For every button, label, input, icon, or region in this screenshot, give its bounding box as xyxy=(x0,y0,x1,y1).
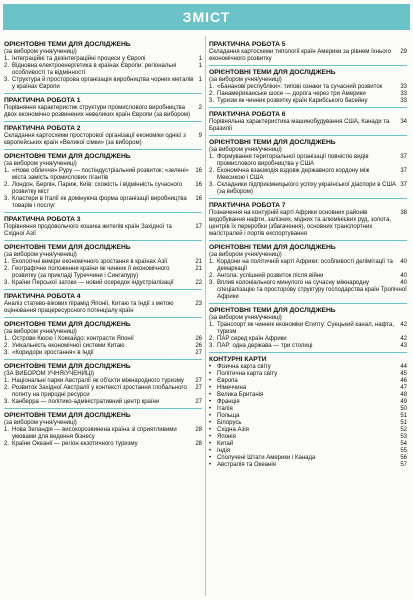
item-text xyxy=(12,77,202,91)
item-number: • xyxy=(209,462,212,468)
item-page: 47 xyxy=(400,385,407,391)
toc-item[interactable] xyxy=(4,350,202,357)
item-title: Кордони на політичній карті Африки: особливості делімітації та демаркації xyxy=(217,259,393,272)
toc-item[interactable] xyxy=(4,427,202,441)
item-page: 26 xyxy=(195,336,202,342)
item-number: • xyxy=(209,406,212,412)
section-title: ОРІЄНТОВНІ ТЕМИ ДЛЯ ДОСЛІДЖЕНЬ xyxy=(4,412,131,419)
section-subtitle: (ЗА ВИБОРОМ УЧНЯ/УЧЕНИЦІ) xyxy=(4,371,95,377)
item-number: 2. xyxy=(209,168,215,174)
toc-item[interactable] xyxy=(209,385,407,392)
section-title: ПРАКТИЧНА РОБОТА 6 xyxy=(209,111,286,118)
item-text xyxy=(217,392,407,399)
item-number: • xyxy=(209,385,212,391)
item-title: Європа xyxy=(217,378,238,384)
item-title: Фізична карта світу xyxy=(217,364,271,370)
toc-item[interactable] xyxy=(209,91,407,98)
item-number: 3. xyxy=(209,343,215,349)
section-description-text: Порівняння характеристик структури промислового виробництва двох економічно розвинених невеликих країн Європи (за вибором) xyxy=(4,105,191,118)
section-subtitle: (за вибором учня/учениці) xyxy=(209,77,282,83)
item-number: 1. xyxy=(4,259,10,265)
section-subtitle: (за вибором учня/учениці) xyxy=(4,252,77,258)
toc-item[interactable] xyxy=(209,392,407,399)
item-title: Індія xyxy=(217,448,231,454)
section-subtitle: (за вибором учня/учениці) xyxy=(209,147,282,153)
section-description-text: Складання картосхеми просторової організації економіки однієї з європейських країн «Великої сімки» (за вибором) xyxy=(4,133,186,146)
toc-item[interactable] xyxy=(209,399,407,406)
toc-section xyxy=(4,289,202,315)
item-text xyxy=(12,343,202,350)
section-description[interactable] xyxy=(4,301,202,315)
section-title: ОРІЄНТОВНІ ТЕМИ ДЛЯ ДОСЛІДЖЕНЬ xyxy=(4,363,131,370)
item-title: Туризм як чинник розвитку країн Карибського басейну xyxy=(217,98,368,104)
toc-item[interactable] xyxy=(209,336,407,343)
section-description[interactable] xyxy=(209,49,407,63)
item-title: Японія xyxy=(217,434,236,440)
item-number: 2. xyxy=(4,343,10,349)
item-number: 2. xyxy=(209,91,215,97)
item-number: 3. xyxy=(4,399,10,405)
item-number: 1. xyxy=(209,259,215,265)
item-page: 21 xyxy=(195,266,202,272)
section-description-text: Складання картосхеми типології країн Америки за рівнем їхнього економічного розвитку xyxy=(209,49,391,62)
item-number: 3. xyxy=(209,182,215,188)
item-text xyxy=(217,91,407,98)
section-title: ПРАКТИЧНА РОБОТА 2 xyxy=(4,125,81,132)
section-subtitle: (за вибором учня/учениці) xyxy=(4,49,77,55)
item-title: «Бананові республіки»: типові ознаки та сучасний розвиток xyxy=(217,84,383,90)
item-title: Польща xyxy=(217,413,240,419)
item-text xyxy=(217,154,407,168)
toc-section xyxy=(209,135,407,196)
section-description[interactable] xyxy=(4,224,202,238)
toc-item[interactable] xyxy=(4,441,202,448)
section-page: 17 xyxy=(195,224,202,230)
item-title: Сполучені Штати Америки і Канада xyxy=(217,455,316,461)
item-title: Унікальність економічної системи Китаю xyxy=(12,343,125,349)
item-text xyxy=(12,350,202,357)
item-number: 1. xyxy=(209,154,215,160)
section-description-text: Позначення на контурній карті Африки основних районів видобування нафти, залізних, мідних та алюмінієвих руд, золота, центрів їх переробки (збагачення), основних транспортних магістралей і портів експортування xyxy=(209,210,392,237)
item-number: • xyxy=(209,413,212,419)
item-text xyxy=(217,378,407,385)
toc-item[interactable] xyxy=(4,196,202,210)
toc-section xyxy=(209,65,407,105)
item-page: 22 xyxy=(195,280,202,286)
item-number: 1. xyxy=(209,322,215,328)
item-page: 42 xyxy=(400,322,407,328)
item-number: 1. xyxy=(4,378,10,384)
item-title: Панамериканське шосе — дорога через три Америки xyxy=(217,91,366,97)
toc-section xyxy=(4,149,202,210)
item-page: 33 xyxy=(400,98,407,104)
toc-item[interactable] xyxy=(209,182,407,196)
item-text xyxy=(217,336,407,343)
item-title: Національні парки Австралії як об'єкти міжнародного туризму xyxy=(12,378,184,384)
section-subtitle: (за вибором учня/учениці) xyxy=(4,420,77,426)
toc-item[interactable] xyxy=(209,371,407,378)
item-text xyxy=(217,455,407,462)
item-text xyxy=(217,399,407,406)
section-subtitle: (за вибором учня/учениці) xyxy=(209,315,282,321)
item-page: 1 xyxy=(198,77,202,83)
item-title: Німеччина xyxy=(217,385,247,391)
item-page: 16 xyxy=(195,196,202,202)
item-title: Складники підприємницького успіху української діаспори в США (за вибором) xyxy=(217,182,396,195)
item-text xyxy=(217,462,407,469)
item-page: 53 xyxy=(400,434,407,440)
toc-item[interactable] xyxy=(4,182,202,196)
item-text xyxy=(12,56,202,63)
item-text xyxy=(217,406,407,413)
toc-item[interactable] xyxy=(4,343,202,350)
toc-section xyxy=(4,317,202,357)
item-number: 2. xyxy=(4,441,10,447)
toc-item[interactable] xyxy=(209,448,407,455)
toc-item[interactable] xyxy=(209,420,407,427)
toc-item[interactable] xyxy=(4,378,202,385)
toc-item[interactable] xyxy=(209,434,407,441)
item-number: 2. xyxy=(4,385,10,391)
item-page: 45 xyxy=(400,371,407,377)
item-page: 28 xyxy=(195,441,202,447)
section-description[interactable] xyxy=(4,105,202,119)
toc-item[interactable] xyxy=(4,56,202,63)
item-text xyxy=(12,196,202,210)
item-title: Білорусь xyxy=(217,420,242,426)
item-title: Розвиток Західної Австралії у контексті зростання глобального попиту на природні ресурси xyxy=(12,385,187,398)
item-page: 43 xyxy=(400,343,407,349)
section-subtitle: (за вибором учня/учениці) xyxy=(4,161,77,167)
item-text xyxy=(217,385,407,392)
item-text xyxy=(217,434,407,441)
item-page: 54 xyxy=(400,441,407,447)
contour-maps-title: КОНТУРНІ КАРТИ xyxy=(209,356,267,363)
section-page: 9 xyxy=(198,133,202,139)
item-text xyxy=(12,399,202,406)
toc-section xyxy=(4,408,202,448)
section-subtitle: (за вибором учня/учениці) xyxy=(209,252,282,258)
item-title: Канберра — політико-адміністративний центр країни xyxy=(12,399,160,405)
toc-item[interactable] xyxy=(4,168,202,182)
section-page: 38 xyxy=(400,210,407,216)
section-description-text: Порівняльна характеристика машинобудування США, Канади та Бразилії xyxy=(209,119,390,132)
item-title: Кластери в Італії як домінуюча форма організації виробництва товарів і послуг xyxy=(12,196,187,209)
section-description-text: Аналіз статево-вікових пірамід Японії, Китаю та Індії з метою оцінювання працересурсного потенціалу країн xyxy=(4,301,174,314)
item-text xyxy=(12,266,202,280)
section-title: ОРІЄНТОВНІ ТЕМИ ДЛЯ ДОСЛІДЖЕНЬ xyxy=(209,69,336,76)
item-page: 40 xyxy=(400,273,407,279)
item-title: Структура й просторова організація виробництва чорних металів у країнах Європи xyxy=(12,77,194,90)
item-title: «Нове обличчя» Руру — постіндустріальний розвиток: «зелені» міста замість промислових гігантів xyxy=(12,168,189,181)
item-title: Інтеграційні та дезінтеграційні процеси у Європі xyxy=(12,56,146,62)
item-title: Нова Зеландія — високорозвинена країна зі сприятливими умовами для ведення бізнесу xyxy=(12,427,177,440)
item-number: • xyxy=(209,427,212,433)
toc-item[interactable] xyxy=(4,280,202,287)
toc-item[interactable] xyxy=(209,406,407,413)
section-title: ПРАКТИЧНА РОБОТА 1 xyxy=(4,97,81,104)
item-page: 1 xyxy=(198,63,202,69)
section-title: ОРІЄНТОВНІ ТЕМИ ДЛЯ ДОСЛІДЖЕНЬ xyxy=(209,139,336,146)
item-page: 50 xyxy=(400,406,407,412)
section-title: ПРАКТИЧНА РОБОТА 4 xyxy=(4,293,81,300)
item-number: • xyxy=(209,420,212,426)
toc-section xyxy=(4,93,202,119)
section-description-text: Порівняння продовольчого кошика жителів країн Західної та Східної Азії xyxy=(4,224,172,237)
section-title: ОРІЄНТОВНІ ТЕМИ ДЛЯ ДОСЛІДЖЕНЬ xyxy=(4,41,131,48)
item-text xyxy=(12,259,202,266)
item-number: • xyxy=(209,455,212,461)
item-page: 56 xyxy=(400,455,407,461)
item-text xyxy=(217,280,407,301)
section-description[interactable] xyxy=(209,210,407,238)
toc-item[interactable] xyxy=(209,364,407,371)
item-title: Австралія та Океанія xyxy=(217,462,276,468)
section-title: ОРІЄНТОВНІ ТЕМИ ДЛЯ ДОСЛІДЖЕНЬ xyxy=(209,307,336,314)
item-page: 33 xyxy=(400,84,407,90)
toc-item[interactable] xyxy=(4,63,202,77)
item-number: • xyxy=(209,448,212,454)
item-number: 3. xyxy=(4,77,10,83)
item-page: 33 xyxy=(400,91,407,97)
item-page: 42 xyxy=(400,336,407,342)
item-title: Країни Океанії — регіон екзотичного туризму xyxy=(12,441,138,447)
item-number: • xyxy=(209,371,212,377)
item-page: 1 xyxy=(198,56,202,62)
item-page: 55 xyxy=(400,448,407,454)
item-text xyxy=(12,336,202,343)
item-page: 52 xyxy=(400,427,407,433)
section-page: 2 xyxy=(198,105,202,111)
item-text xyxy=(217,84,407,91)
item-number: 2. xyxy=(209,336,215,342)
item-title: Вплив колоніального минулого на сучасну міжнародну спеціалізацію та просторову структуру господарства країн Тропічної Африки xyxy=(217,280,407,300)
item-text xyxy=(217,168,407,182)
item-number: 1. xyxy=(4,427,10,433)
item-number: 2. xyxy=(4,266,10,272)
item-number: 2. xyxy=(4,63,10,69)
item-text xyxy=(12,168,202,182)
item-text xyxy=(217,427,407,434)
item-title: Формування територіальної організації повністю видів промислового виробництва у США xyxy=(217,154,369,167)
item-title: Екологічні виміри економічного зростання в країнах Азії xyxy=(12,259,168,265)
toc-section xyxy=(209,303,407,350)
item-text xyxy=(217,448,407,455)
item-page: 27 xyxy=(195,350,202,356)
item-page: 37 xyxy=(400,182,407,188)
section-page: 23 xyxy=(195,301,202,307)
toc-section xyxy=(4,240,202,287)
toc-section xyxy=(4,121,202,147)
item-title: Відновна електроенергетика в країнах Європи: регіональні особливості та відмінності xyxy=(12,63,177,76)
item-page: 16 xyxy=(195,168,202,174)
item-title: Лондон, Берлін, Париж, Київ: схожість і відмінність сучасного розвитку міст xyxy=(12,182,183,195)
item-number: • xyxy=(209,441,212,447)
item-number: 1. xyxy=(209,84,215,90)
item-page: 37 xyxy=(400,154,407,160)
toc-item[interactable] xyxy=(4,259,202,266)
item-text xyxy=(217,259,407,273)
toc-item[interactable] xyxy=(209,98,407,105)
toc-section xyxy=(209,240,407,301)
toc-item[interactable] xyxy=(209,154,407,168)
item-text xyxy=(217,413,407,420)
left-column xyxy=(4,41,202,450)
item-text xyxy=(12,441,202,448)
item-page: 27 xyxy=(195,378,202,384)
item-text xyxy=(217,364,407,371)
item-number: 3. xyxy=(209,98,215,104)
section-subtitle: (за вибором учня/учениці) xyxy=(4,329,77,335)
item-title: Економічна взаємодія вздовж державного кордону між Мексикою і США xyxy=(217,168,370,181)
contents-title: ЗМІСТ xyxy=(182,9,231,25)
item-text xyxy=(217,371,407,378)
section-page: 29 xyxy=(400,49,407,55)
item-title: Транспорт як чинник економіки Єгипту: Суецький канал, нафта, туризм xyxy=(217,322,395,335)
toc-item[interactable] xyxy=(209,343,407,350)
item-page: 46 xyxy=(400,378,407,384)
item-number: 3. xyxy=(4,196,10,202)
item-page: 26 xyxy=(195,343,202,349)
item-number: 2. xyxy=(209,273,215,279)
toc-item[interactable] xyxy=(209,378,407,385)
item-page: 49 xyxy=(400,399,407,405)
toc-item[interactable] xyxy=(209,462,407,469)
item-page: 37 xyxy=(400,168,407,174)
toc-section xyxy=(4,41,202,91)
item-number: 3. xyxy=(209,280,215,286)
item-page: 44 xyxy=(400,364,407,370)
item-text xyxy=(12,182,202,196)
item-page: 51 xyxy=(400,420,407,426)
item-title: ПАР серед країн Африки xyxy=(217,336,287,342)
item-page: 57 xyxy=(400,462,407,468)
item-number: 1. xyxy=(4,168,10,174)
item-text xyxy=(12,385,202,399)
toc-item[interactable] xyxy=(4,399,202,406)
section-title: ОРІЄНТОВНІ ТЕМИ ДЛЯ ДОСЛІДЖЕНЬ xyxy=(4,244,131,251)
toc-item[interactable] xyxy=(209,427,407,434)
item-text xyxy=(217,273,407,280)
item-text xyxy=(12,378,202,385)
section-title: ПРАКТИЧНА РОБОТА 3 xyxy=(4,216,81,223)
item-title: Країни Перської затоки — новий осередок індустріалізації xyxy=(12,280,174,286)
toc-item[interactable] xyxy=(4,336,202,343)
item-number: 1. xyxy=(4,336,10,342)
section-description[interactable] xyxy=(4,133,202,147)
item-title: Китай xyxy=(217,441,234,447)
item-number: 1. xyxy=(4,56,10,62)
item-number: 2. xyxy=(4,182,10,188)
item-page: 28 xyxy=(195,427,202,433)
contour-maps-section xyxy=(209,352,407,469)
item-number: • xyxy=(209,399,212,405)
toc-section xyxy=(209,41,407,63)
item-number: 3. xyxy=(4,350,10,356)
item-title: Східна Азія xyxy=(217,427,249,433)
section-title: ОРІЄНТОВНІ ТЕМИ ДЛЯ ДОСЛІДЖЕНЬ xyxy=(4,153,131,160)
contents-header xyxy=(3,4,410,30)
item-page: 27 xyxy=(195,399,202,405)
item-number: • xyxy=(209,378,212,384)
section-title: ОРІЄНТОВНІ ТЕМИ ДЛЯ ДОСЛІДЖЕНЬ xyxy=(4,321,131,328)
item-text xyxy=(217,182,407,196)
toc-item[interactable] xyxy=(4,385,202,399)
item-page: 51 xyxy=(400,413,407,419)
item-title: Італія xyxy=(217,406,233,412)
toc-section xyxy=(209,107,407,133)
item-text xyxy=(217,98,407,105)
toc-item[interactable] xyxy=(209,84,407,91)
item-title: «Коридори зростання» в Індії xyxy=(12,350,94,356)
section-description[interactable] xyxy=(209,119,407,133)
item-page: 48 xyxy=(400,392,407,398)
toc-item[interactable] xyxy=(4,77,202,91)
item-title: Політична карта світу xyxy=(217,371,278,377)
item-text xyxy=(12,427,202,441)
right-column xyxy=(209,41,407,471)
section-title: ПРАКТИЧНА РОБОТА 5 xyxy=(209,41,286,48)
item-page: 16 xyxy=(195,182,202,188)
item-page: 21 xyxy=(195,259,202,265)
item-title: Ангола: успішний розвиток після війни xyxy=(217,273,324,279)
item-page: 40 xyxy=(400,259,407,265)
item-number: • xyxy=(209,364,212,370)
toc-item[interactable] xyxy=(209,322,407,336)
item-title: Франція xyxy=(217,399,240,405)
item-number: 3. xyxy=(4,280,10,286)
item-text xyxy=(217,343,407,350)
section-title: ОРІЄНТОВНІ ТЕМИ ДЛЯ ДОСЛІДЖЕНЬ xyxy=(209,244,336,251)
item-text xyxy=(217,420,407,427)
toc-section xyxy=(4,359,202,406)
toc-item[interactable] xyxy=(209,259,407,273)
item-text xyxy=(12,63,202,77)
toc-item[interactable] xyxy=(209,273,407,280)
column-divider xyxy=(205,36,206,596)
toc-item[interactable] xyxy=(209,280,407,301)
item-number: • xyxy=(209,434,212,440)
item-title: ПАР: одна держава — три столиці xyxy=(217,343,313,349)
toc-item[interactable] xyxy=(209,441,407,448)
item-title: Острови Кюсю і Хоккайдо: контрасти Японії xyxy=(12,336,134,342)
item-number: • xyxy=(209,392,212,398)
section-page: 34 xyxy=(400,119,407,125)
toc-item[interactable] xyxy=(209,455,407,462)
item-text xyxy=(217,441,407,448)
toc-section xyxy=(209,198,407,238)
section-title: ПРАКТИЧНА РОБОТА 7 xyxy=(209,202,286,209)
toc-section xyxy=(4,212,202,238)
toc-item[interactable] xyxy=(209,413,407,420)
item-page: 27 xyxy=(195,385,202,391)
item-title: Географічне положення країни як чинник її економічного розвитку (за прикладі Туреччини і Сингапуру) xyxy=(12,266,170,279)
toc-item[interactable] xyxy=(4,266,202,280)
item-page: 40 xyxy=(400,280,407,286)
toc-item[interactable] xyxy=(209,168,407,182)
item-text xyxy=(217,322,407,336)
item-title: Велика Британія xyxy=(217,392,264,398)
item-text xyxy=(12,280,202,287)
